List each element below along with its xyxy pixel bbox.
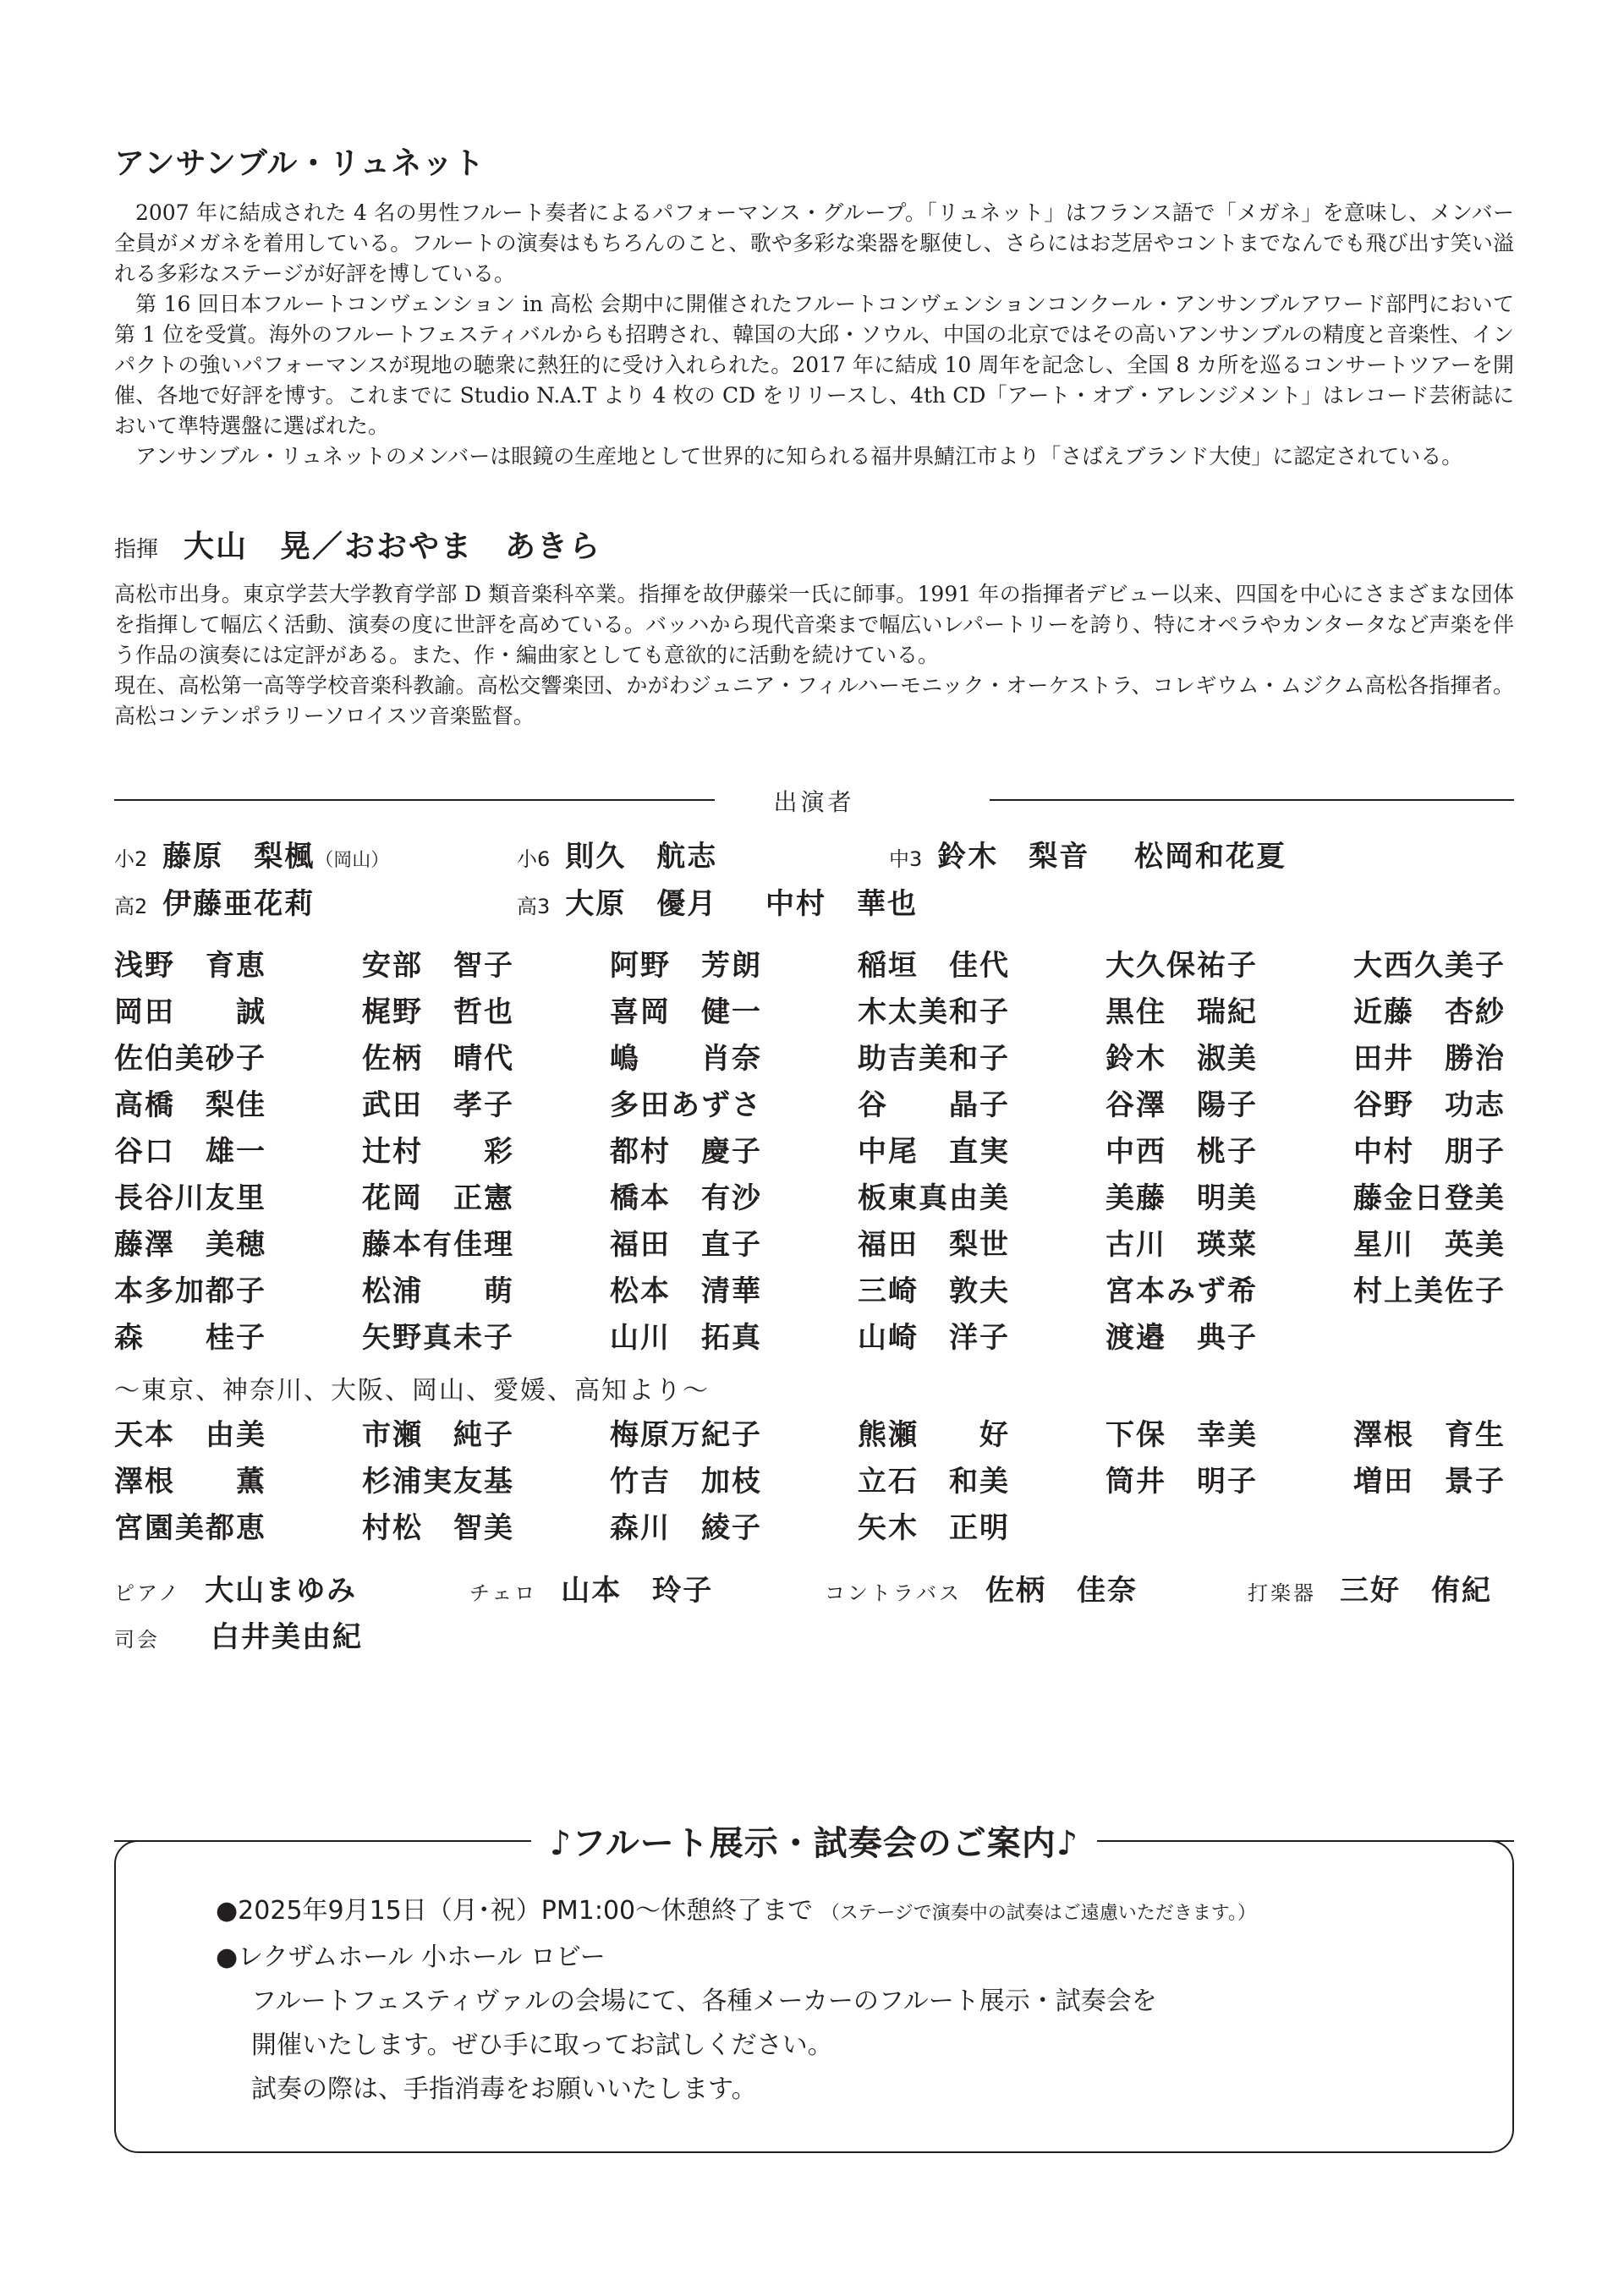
performer-name: 谷澤 陽子 <box>1106 1088 1258 1122</box>
lead-performers <box>114 833 1514 928</box>
exhibition-notice <box>114 1817 1514 2155</box>
performer-name: 市瀬 純子 <box>362 1418 514 1452</box>
performer-name: 増田 景子 <box>1353 1465 1506 1499</box>
mc-row <box>114 1614 1514 1660</box>
performer-name: 宮園美都恵 <box>114 1511 266 1545</box>
performers-grid <box>114 943 1514 1362</box>
mc-label: 司会 <box>114 1628 160 1652</box>
conductor-name: 大山 晃／おおやま あきら <box>184 529 602 564</box>
performer-name: 谷野 功志 <box>1353 1088 1506 1122</box>
performer-name: 藤本有佳理 <box>362 1228 514 1262</box>
performer-name: 福田 直子 <box>610 1228 762 1262</box>
ensemble-paragraph-2: 第 16 回日本フルートコンヴェンション in 高松 会期中に開催されたフルートコンヴェンションコンクール・アンサンブルアワード部門において第 1 位を受賞。海外のフルートフェスティバルからも招聘され、韓国の大邱・ソウル、中国の北京ではその高いアンサンブルの精度と音楽性、インパクトの強いパフォーマンスが現地の聴衆に熱狂的に受け入れられた。2017 年に結成 10 周年を記念し、全国 8 カ所を巡るコンサートツアーを開催、各地で好評を博す。これまでに Studio N.A.T より 4 枚の CD をリリースし、4th CD「アート・オブ・アレンジメント」はレコード芸術誌において準特選盤に選ばれた。 <box>114 292 1514 438</box>
region-label: ～東京、神奈川、大阪、岡山、愛媛、高知より～ <box>114 1376 710 1406</box>
performer-name: 山崎 洋子 <box>858 1321 1010 1355</box>
mc-name: 白井美由紀 <box>211 1620 363 1654</box>
ensemble-title: アンサンブル・リュネット <box>114 146 486 181</box>
conductor-heading <box>114 523 1514 566</box>
exhibition-body-line-3: 試奏の際は、手指消毒をお願いいたします。 <box>251 2074 757 2104</box>
performer-name: 伊藤亜花莉 <box>162 887 315 921</box>
performer-name: 中村 朋子 <box>1353 1135 1506 1169</box>
performer-name: 杉浦実友基 <box>362 1465 514 1499</box>
divider-line-right <box>990 799 1514 801</box>
performer-name: 武田 孝子 <box>362 1088 514 1122</box>
performer-name: 木太美和子 <box>858 995 1010 1029</box>
performer-name: 辻村 彩 <box>362 1135 514 1169</box>
instrument-label: ピアノ <box>114 1581 182 1605</box>
performer-name: 田井 勝治 <box>1353 1042 1506 1076</box>
performer-name: 近藤 杏紗 <box>1353 995 1506 1029</box>
performer-name: 本多加都子 <box>114 1274 266 1308</box>
grade-label: 小2 <box>114 847 148 871</box>
instrument-player: 三好 侑紀 <box>1340 1574 1492 1608</box>
performer-name: 三崎 敦夫 <box>858 1274 1010 1308</box>
exhibition-title-wrap <box>114 1817 1514 1865</box>
mc-entry <box>114 1614 363 1655</box>
performer-name: 福田 梨世 <box>858 1228 1010 1262</box>
ensemble-paragraph-3: アンサンブル・リュネットのメンバーは眼鏡の生産地として世界的に知られる福井県鯖江市より「さばえブランド大使」に認定されている。 <box>135 444 1463 469</box>
performer-name: 板東真由美 <box>858 1181 1010 1215</box>
performer-name: 浅野 育恵 <box>114 949 266 983</box>
performer-name: 澤根 薫 <box>114 1465 266 1499</box>
performer-name: 筒井 明子 <box>1106 1465 1258 1499</box>
performer-name: 天本 由美 <box>114 1418 266 1452</box>
performer-origin: （岡山） <box>315 850 390 871</box>
instrument-entry <box>114 1567 469 1608</box>
performer-name: 高橋 梨佳 <box>114 1088 266 1122</box>
instrument-entry <box>825 1567 1248 1608</box>
performer-name: 村松 智美 <box>362 1511 514 1545</box>
lead-performer <box>517 880 765 922</box>
ensemble-paragraph-1: 2007 年に結成された 4 名の男性フルート奏者によるパフォーマンス・グループ。「リュネット」はフランス語で「メガネ」を意味し、メンバー全員がメガネを着用している。フルートの演奏はもちろんのこと、歌や多彩な楽器を駆使し、さらにはお芝居やコントまでなんでも飛び出す笑い溢れる多彩なステージが好評を博している。 <box>114 200 1514 286</box>
conductor-bio-2: 現在、高松第一高等学校音楽科教諭。高松交響楽団、かがわジュニア・フィルハーモニック・オーケストラ、コレギウム・ムジクム高松各指揮者。高松コンテンポラリーソロイスツ音楽監督。 <box>114 673 1514 728</box>
region-performers-grid <box>114 1412 1514 1552</box>
performer-name: 鈴木 梨音 <box>937 840 1090 874</box>
instrument-label: 打楽器 <box>1248 1581 1316 1605</box>
performer-name: 多田あずさ <box>610 1088 762 1122</box>
conductor-role: 指揮 <box>114 537 159 562</box>
exhibition-title: ♪フルート展示・試奏会のご案内♪ <box>531 1824 1097 1863</box>
performer-name: 都村 慶子 <box>610 1135 762 1169</box>
performer-name: 松浦 萌 <box>362 1274 514 1308</box>
performer-name: 藤原 梨楓 <box>162 840 315 874</box>
performer-name: 矢野真未子 <box>362 1321 514 1355</box>
performer-name: 梶野 哲也 <box>362 995 514 1029</box>
exhibition-date <box>216 1889 1256 1936</box>
performer-name: 澤根 育生 <box>1353 1418 1506 1452</box>
conductor-bio-1: 高松市出身。東京学芸大学教育学部 D 類音楽科卒業。指揮を故伊藤栄一氏に師事。1991 年の指揮者デビュー以来、四国を中心にさまざまな団体を指揮して幅広く活動、演奏の度に世評を高めている。バッハから現代音楽まで幅広いレパートリーを誇り、特にオペラやカンタータなど声楽を伴う作品の演奏には定評がある。また、作・編曲家としても意欲的に活動を続けている。 <box>114 582 1514 667</box>
performer-name: 森川 綾子 <box>610 1511 762 1545</box>
instrument-entry <box>1248 1567 1492 1608</box>
lead-performer <box>889 833 1134 874</box>
instrument-player: 佐柄 佳奈 <box>985 1574 1138 1608</box>
instrument-player: 山本 玲子 <box>561 1574 714 1608</box>
performer-name: 美藤 明美 <box>1106 1181 1258 1215</box>
performer-name: 大西久美子 <box>1353 949 1506 983</box>
performer-name: 藤金日登美 <box>1353 1181 1506 1215</box>
instrument-label: コントラバス <box>825 1581 962 1605</box>
performer-name: 阿野 芳朗 <box>610 949 762 983</box>
grade-label: 中3 <box>889 847 923 871</box>
performer-name: 中尾 直実 <box>858 1135 1010 1169</box>
grade-label: 高2 <box>114 895 148 918</box>
performer-name: 喜岡 健一 <box>610 995 762 1029</box>
performer-name: 矢木 正明 <box>858 1511 1010 1545</box>
lead-performer <box>765 880 918 922</box>
conductor-section <box>114 523 1514 732</box>
performer-name: 中西 桃子 <box>1106 1135 1258 1169</box>
instrument-section <box>114 1567 1514 1660</box>
performer-name: 谷 晶子 <box>858 1088 1010 1122</box>
instrument-row <box>114 1567 1514 1614</box>
performer-name: 熊瀬 好 <box>858 1418 1010 1452</box>
performer-name: 谷口 雄一 <box>114 1135 266 1169</box>
performer-name: 岡田 誠 <box>114 995 266 1029</box>
grade-label: 小6 <box>517 847 551 871</box>
exhibition-date-text: ●2025年9月15日（月･祝）PM1:00～休憩終了まで <box>216 1896 814 1926</box>
exhibition-body-line-1: フルートフェスティヴァルの会場にて、各種メーカーのフルート展示・試奏会を <box>251 1986 1157 2016</box>
instrument-label: チェロ <box>469 1581 538 1605</box>
performer-name: 松岡和花夏 <box>1134 840 1287 874</box>
performer-name: 藤澤 美穂 <box>114 1228 266 1262</box>
exhibition-content <box>216 1889 1256 2112</box>
performer-name: 下保 幸美 <box>1106 1418 1258 1452</box>
lead-performer <box>114 833 517 874</box>
performer-name: 花岡 正憲 <box>362 1181 514 1215</box>
lead-performer <box>517 833 889 874</box>
ensemble-section <box>114 140 1514 472</box>
performer-name: 星川 英美 <box>1353 1228 1506 1262</box>
performer-name: 安部 智子 <box>362 949 514 983</box>
performer-name: 森 桂子 <box>114 1321 266 1355</box>
performer-name: 鈴木 淑美 <box>1106 1042 1258 1076</box>
lead-performer <box>114 880 517 922</box>
performer-name: 嶋 肖奈 <box>610 1042 762 1076</box>
performers-heading: 出演者 <box>773 788 855 816</box>
performer-name: 山川 拓真 <box>610 1321 762 1355</box>
lead-row-2 <box>114 880 1514 928</box>
performer-name: 中村 華也 <box>765 887 918 921</box>
grade-label: 高3 <box>517 895 551 918</box>
performer-name: 橋本 有沙 <box>610 1181 762 1215</box>
performer-name: 立石 和美 <box>858 1465 1010 1499</box>
performer-name: 長谷川友里 <box>114 1181 266 1215</box>
performer-name: 佐伯美砂子 <box>114 1042 266 1076</box>
performer-name: 村上美佐子 <box>1353 1274 1506 1308</box>
exhibition-date-note: （ステージで演奏中の試奏はご遠慮いただきます。） <box>820 1903 1257 1924</box>
performer-name: 稲垣 佳代 <box>858 949 1010 983</box>
page-content <box>114 140 1514 1660</box>
performers-divider <box>114 782 1514 816</box>
performer-name: 助吉美和子 <box>858 1042 1010 1076</box>
instrument-player: 大山まゆみ <box>205 1574 358 1608</box>
performer-name: 梅原万紀子 <box>610 1418 762 1452</box>
performer-name: 佐柄 晴代 <box>362 1042 514 1076</box>
performer-name: 竹吉 加枝 <box>610 1465 762 1499</box>
performer-name: 宮本みず希 <box>1106 1274 1258 1308</box>
exhibition-body-line-2: 開催いたします。ぜひ手に取ってお試しください。 <box>251 2030 833 2060</box>
exhibition-venue: ●レクザムホール 小ホール ロビー <box>216 1943 606 1972</box>
performer-name: 松本 清華 <box>610 1274 762 1308</box>
performer-name: 大原 優月 <box>565 887 718 921</box>
performer-name: 渡邉 典子 <box>1106 1321 1258 1355</box>
performer-name: 則久 航志 <box>565 840 718 874</box>
instrument-entry <box>469 1567 825 1608</box>
lead-row-1 <box>114 833 1514 880</box>
performer-name: 黒住 瑞紀 <box>1106 995 1258 1029</box>
lead-performer <box>1134 833 1287 874</box>
performer-name: 古川 瑛菜 <box>1106 1228 1258 1262</box>
performer-name: 大久保祐子 <box>1106 949 1258 983</box>
